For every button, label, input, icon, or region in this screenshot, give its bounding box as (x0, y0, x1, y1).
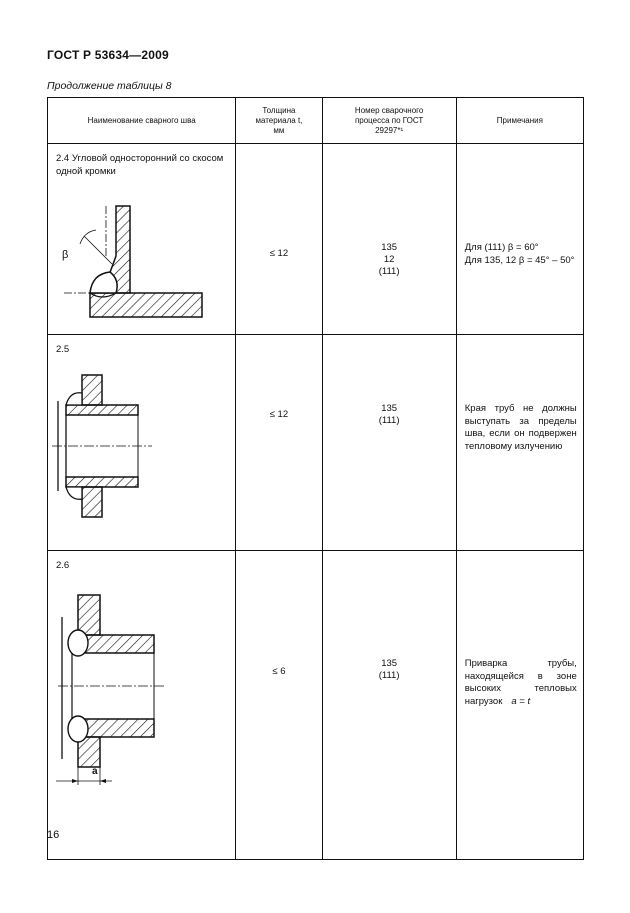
note-text: Для (111) β = 60° Для 135, 12 β = 45° – 50° (464, 242, 575, 266)
weld-name-cell (48, 335, 236, 551)
page-number: 16 (47, 829, 60, 841)
row-title: 2.6 (56, 560, 70, 571)
figure-label-a: a (92, 766, 98, 777)
process-number: 135 (111) (378, 658, 400, 681)
process-cell (322, 551, 456, 860)
row-title: 2.4 Угловой односторонний со скосом одной кромки (56, 153, 224, 177)
thickness-value: ≤ 12 (269, 248, 289, 259)
weld-drawing-2-6 (52, 587, 172, 797)
thickness-cell (236, 551, 322, 860)
process-cell (322, 335, 456, 551)
thickness-cell (236, 335, 322, 551)
process-number: 135 12 (111) (378, 242, 400, 277)
table-row (48, 335, 584, 551)
thickness-cell (236, 144, 322, 335)
table-row (48, 144, 584, 335)
weld-name-cell (48, 551, 236, 860)
row-title: 2.5 (56, 344, 70, 355)
thickness-value: ≤ 6 (272, 666, 286, 677)
table-header-row (48, 98, 584, 144)
column-header-weld-name: Наименование сварного шва (48, 98, 236, 144)
column-header-thickness: Толщина материала t, мм (236, 98, 322, 144)
table-caption: Продолжение таблицы 8 (47, 80, 172, 92)
column-header-notes: Примечания (456, 98, 583, 144)
note-cell (456, 144, 583, 335)
weld-drawing-2-5 (52, 371, 162, 531)
note-cell (456, 335, 583, 551)
process-number: 135 (111) (378, 403, 400, 426)
weld-drawing-2-4 (54, 196, 214, 326)
note-cell (456, 551, 583, 860)
weld-table (47, 97, 584, 860)
document-header: ГОСТ Р 53634—2009 (47, 48, 169, 62)
column-header-process: Номер сварочного процесса по ГОСТ 29297*¹ (322, 98, 456, 144)
process-cell (322, 144, 456, 335)
note-text: Приварка трубы, находящейся в зоне высоких тепловых нагрузок (464, 658, 577, 707)
table-row (48, 551, 584, 860)
figure-label-beta: β (62, 249, 69, 261)
note-formula: a = t (511, 696, 531, 707)
note-text: Края труб не должны выступать за пределы шва, если он подвержен тепловому излучению (464, 403, 577, 452)
weld-name-cell (48, 144, 236, 335)
thickness-value: ≤ 12 (269, 409, 289, 420)
